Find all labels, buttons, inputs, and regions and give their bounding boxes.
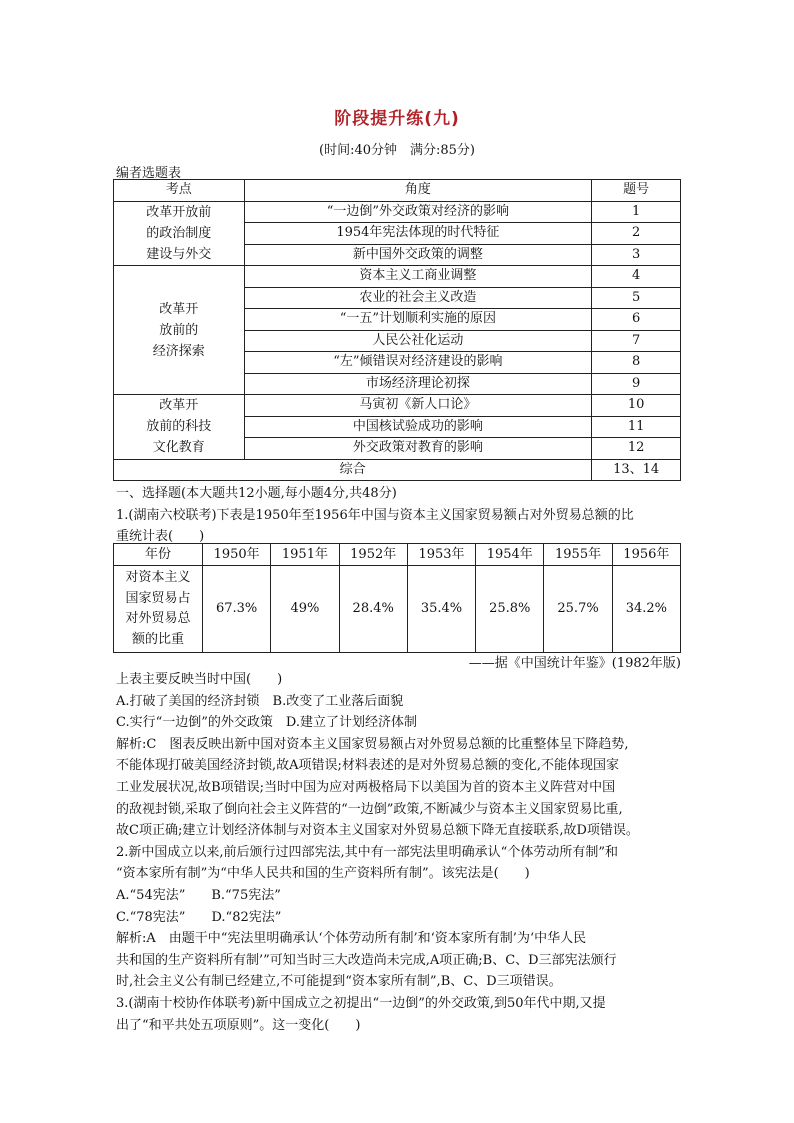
question-number-cell: 1 — [592, 201, 681, 223]
topic-table-body — [114, 201, 681, 481]
question-stem-line: 1.(湖南六校联考)下表是1950年至1956年中国与资本主义国家贸易额占对外贸易总额的比 — [116, 507, 634, 523]
topic-cell: 改革开放前 的政治制度 建设与外交 — [114, 201, 245, 266]
year-cell: 1950年 — [203, 544, 271, 566]
year-cell: 1952年 — [339, 544, 407, 566]
table-row — [114, 201, 681, 223]
ratio-cell: 35.4% — [407, 566, 475, 653]
angle-cell: “一边倒”外交政策对经济的影响 — [244, 201, 592, 223]
table-header-row — [114, 180, 681, 202]
analysis-line: 工业发展状况,故B项错误;当时中国为应对两极格局下以美国为首的资本主义阵营对中国 — [116, 779, 616, 795]
topic-cell: 改革开 放前的 经济探索 — [114, 266, 245, 395]
ratio-cell: 49% — [271, 566, 339, 653]
table-source: ——据《中国统计年鉴》(1982年版) — [468, 656, 681, 671]
angle-cell: 资本主义工商业调整 — [244, 266, 592, 288]
trade-table-body — [114, 544, 681, 653]
table-row — [114, 395, 681, 417]
angle-cell: 外交政策对教育的影响 — [244, 438, 592, 460]
question-stem-line: 重统计表( ) — [116, 529, 205, 545]
row-header: 对资本主义 国家贸易占 对外贸易总 额的比重 — [114, 566, 203, 653]
topic-selection-table — [113, 179, 681, 481]
question-stem-line: “资本家所有制”为“中华人民共和国的生产资料所有制”。该宪法是( ) — [116, 866, 530, 882]
analysis-line: 不能体现打破美国经济封锁,故A项错误;材料表述的是对外贸易总额的变化,不能体现国家 — [116, 758, 620, 774]
option-line: C.实行“一边倒”的外交政策 D.建立了计划经济体制 — [116, 715, 417, 731]
year-cell: 1955年 — [544, 544, 612, 566]
column-header: 题号 — [592, 180, 681, 202]
angle-cell: “一五”计划顺利实施的原因 — [244, 309, 592, 331]
table-caption: 编者选题表 — [116, 166, 182, 181]
question-number-cell: 5 — [592, 287, 681, 309]
summary-number: 13、14 — [592, 459, 681, 481]
question-1-body — [116, 669, 684, 1036]
topic-cell: 改革开 放前的科技 文化教育 — [114, 395, 245, 460]
question-number-cell: 10 — [592, 395, 681, 417]
summary-row — [114, 459, 681, 481]
question-stem-line: 2.新中国成立以来,前后颁行过四部宪法,其中有一部宪法里明确承认“个体劳动所有制”和 — [116, 844, 618, 860]
ratio-cell: 34.2% — [612, 566, 680, 653]
section-block — [116, 483, 684, 548]
analysis-line: 故C项正确;建立计划经济体制与对资本主义国家对外贸易总额下降无直接联系,故D项错误。 — [116, 823, 639, 839]
angle-cell: “左”倾错误对经济建设的影响 — [244, 352, 592, 374]
angle-cell: 农业的社会主义改造 — [244, 287, 592, 309]
angle-cell: 马寅初《新人口论》 — [244, 395, 592, 417]
analysis-line: 解析:C 图表反映出新中国对资本主义国家贸易额占对外贸易总额的比重整体呈下降趋势, — [116, 736, 629, 752]
trade-ratio-table — [113, 543, 681, 653]
ratio-cell: 67.3% — [203, 566, 271, 653]
question-stem-line: 3.(湖南十校协作体联考)新中国成立之初提出“一边倒”的外交政策,到50年代中期,又提 — [116, 995, 606, 1011]
angle-cell: 1954年宪法体现的时代特征 — [244, 223, 592, 245]
analysis-line: 解析:A 由题干中“宪法里明确承认‘个体劳动所有制’和‘资本家所有制’为‘中华人民 — [116, 931, 587, 947]
column-header: 考点 — [114, 180, 245, 202]
analysis-line: 的敌视封锁,采取了倒向社会主义阵营的“一边倒”政策,不断减少与资本主义国家贸易比重, — [116, 801, 623, 817]
summary-label: 综合 — [114, 459, 592, 481]
question-number-cell: 4 — [592, 266, 681, 288]
column-header: 角度 — [244, 180, 592, 202]
section-title: 一、选择题(本大题共12小题,每小题4分,共48分) — [116, 486, 397, 501]
question-number-cell: 3 — [592, 244, 681, 266]
analysis-line: 时,社会主义公有制已经建立,不可能提到“资本家所有制”,B、C、D三项错误。 — [116, 974, 562, 990]
question-prompt: 上表主要反映当时中国( ) — [116, 672, 283, 687]
page-subtitle: (时间:40分钟 满分:85分) — [319, 143, 475, 158]
ratio-cell: 25.7% — [544, 566, 612, 653]
angle-cell: 人民公社化运动 — [244, 330, 592, 352]
question-number-cell: 9 — [592, 373, 681, 395]
table-row — [114, 266, 681, 288]
question-number-cell: 2 — [592, 223, 681, 245]
ratio-cell: 25.8% — [476, 566, 544, 653]
year-cell: 1951年 — [271, 544, 339, 566]
angle-cell: 新中国外交政策的调整 — [244, 244, 592, 266]
question-stem-line: 出了“和平共处五项原则”。这一变化( ) — [116, 1017, 361, 1033]
question-number-cell: 12 — [592, 438, 681, 460]
angle-cell: 中国核试验成功的影响 — [244, 416, 592, 438]
option-line: C.“78宪法” D.“82宪法” — [116, 909, 282, 925]
year-cell: 1956年 — [612, 544, 680, 566]
angle-cell: 市场经济理论初探 — [244, 373, 592, 395]
ratio-row — [114, 566, 681, 653]
question-number-cell: 7 — [592, 330, 681, 352]
row-header: 年份 — [114, 544, 203, 566]
ratio-cell: 28.4% — [339, 566, 407, 653]
page-title: 阶段提升练(九) — [334, 109, 460, 129]
option-line: A.打破了美国的经济封锁 B.改变了工业落后面貌 — [116, 693, 404, 709]
year-cell: 1953年 — [407, 544, 475, 566]
question-number-cell: 6 — [592, 309, 681, 331]
question-number-cell: 11 — [592, 416, 681, 438]
analysis-line: 共和国的生产资料所有制’”可知当时三大改造尚未完成,A项正确;B、C、D三部宪法颁行 — [116, 952, 617, 968]
question-number-cell: 8 — [592, 352, 681, 374]
year-cell: 1954年 — [476, 544, 544, 566]
option-line: A.“54宪法” B.“75宪法” — [116, 887, 281, 903]
